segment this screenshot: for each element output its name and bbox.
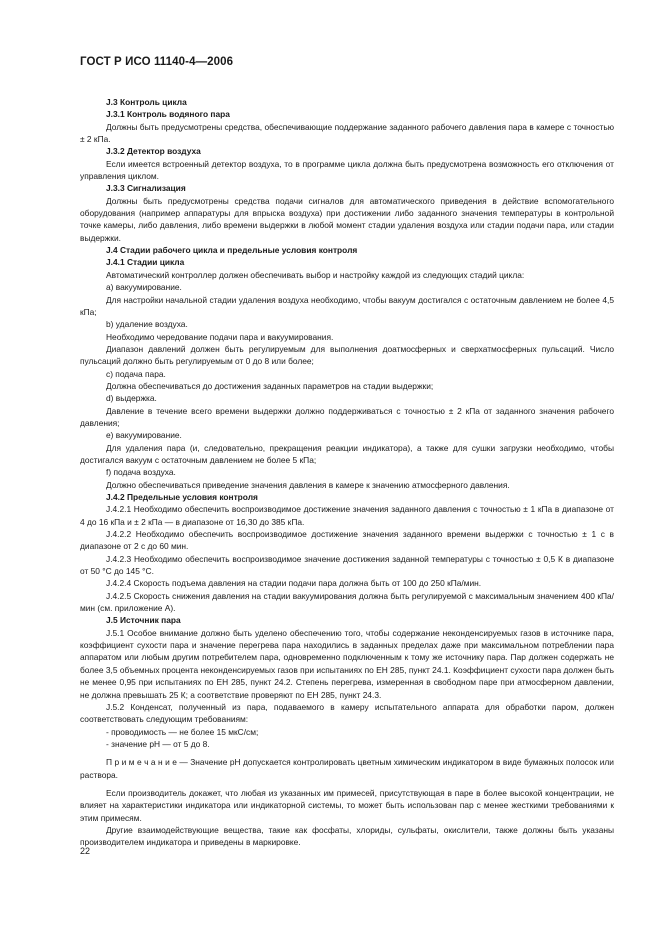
- section-heading: J.3 Контроль цикла: [106, 97, 187, 107]
- paragraph: Должно обеспечиваться приведение значения давления в камере к значению атмосферного давления.: [106, 479, 510, 490]
- list-item: f) подача воздуха.: [106, 467, 176, 478]
- paragraph: Должна обеспечиваться до достижения заданных параметров на стадии выдержки;: [106, 380, 434, 391]
- paragraph: Для удаления пара (и, следовательно, прекращения реакции индикатора), а также для сушки загрузки необходимо, чтобы достигался вакуум с остаточным давлением не более 5 кПа;: [80, 442, 614, 465]
- paragraph: J.5.2 Конденсат, полученный из пара, подаваемого в камеру испытательного аппарата для обработки паром, должен соответствовать следующим требованиям:: [80, 701, 614, 725]
- list-item: - проводимость — не более 15 мкС/см;: [106, 726, 259, 737]
- paragraph: J.4.2.1 Необходимо обеспечить воспроизводимое достижение значения заданного давления с точностью ± 1 кПа в диапазоне от 4 до 16 кПа и ± 2 кПа — в диапазоне от 16,30 до 385 кПа.: [80, 504, 614, 527]
- paragraph: J.4.2.4 Скорость подъема давления на стадии подачи пара должна быть от 100 до 250 кПа/мин.: [106, 578, 482, 589]
- list-item: a) вакуумирование.: [106, 282, 182, 293]
- note: П р и м е ч а н и е — Значение pH допускается контролировать цветным химическим индикатором в виде бумажных полосок или раствора.: [80, 757, 614, 780]
- subsection-heading: J.4.1 Стадии цикла: [106, 257, 185, 268]
- paragraph: Диапазон давлений должен быть регулируемым для выполнения доатмосферных и сверхатмосферных пульсаций. Число пульсаций должно быть регулируемым от 0 до 8 или более;: [80, 343, 614, 367]
- subsection-heading: J.3.2 Детектор воздуха: [106, 146, 201, 157]
- paragraph: Давление в течение всего времени выдержки должно поддерживаться с точностью ± 2 кПа от заданного значения рабочего давления;: [80, 405, 614, 428]
- paragraph: J.5.1 Особое внимание должно быть уделено обеспечению того, чтобы содержание неконденсируемых газов в источнике пара, коэффициент сухости пара и значение перегрева пара находились в заданных пределах даже при максимальном потреблении пара аппаратом или любым другим потребителем пара, одновременно подключенным к тому же источнику пара. Пар должен содержать не более 3,5 объемных процента неконденсируемых газов при испытаниях по ЕН 285, пункт 24.1. Коэффициент сухости пара должен быть не менее 0,95 при испытаниях по ЕН 285, пункт 24.2. Степень перегрева, измеренная в свободном паре при атмосферном давлении, не должна превышать 25 К; а соответствие проверяют по ЕН 285, пункт 24.3.: [80, 627, 614, 700]
- document-header: ГОСТ Р ИСО 11140-4—2006: [80, 56, 234, 68]
- subsection-heading: J.3.1 Контроль водяного пара: [106, 109, 230, 120]
- paragraph: J.4.2.5 Скорость снижения давления на стадии вакуумирования должна быть регулируемой с максимальным значением 400 кПа/мин (см. приложение А).: [80, 590, 614, 614]
- subsection-heading: J.3.3 Сигнализация: [106, 183, 186, 194]
- subsection-heading: J.4.2 Предельные условия контроля: [106, 492, 258, 502]
- page-number: 22: [80, 846, 91, 856]
- paragraph: Автоматический контроллер должен обеспечивать выбор и настройку каждой из следующих стадий цикла:: [106, 269, 525, 280]
- list-item: b) удаление воздуха.: [106, 319, 188, 330]
- list-item: - значение pH — от 5 до 8.: [106, 738, 210, 749]
- paragraph: J.4.2.3 Необходимо обеспечить воспроизводимое значение достижения заданной температуры с точностью ± 0,5 К в диапазоне от 50 °С до 145 °С.: [80, 553, 614, 577]
- paragraph: Если имеется встроенный детектор воздуха, то в программе цикла должна быть предусмотрена возможность его отключения от управления циклом.: [80, 158, 614, 182]
- document-body: [80, 96, 614, 849]
- paragraph: Необходимо чередование подачи пара и вакуумирования.: [106, 331, 334, 342]
- list-item: e) вакуумирование.: [106, 430, 182, 441]
- list-item: c) подача пара.: [106, 368, 166, 379]
- section-heading: J.5 Источник пара: [106, 615, 181, 626]
- paragraph: J.4.2.2 Необходимо обеспечить воспроизводимое достижение значения заданного времени выдержки с точностью ± 1 с в диапазоне от 2 с до 60 мин.: [80, 529, 614, 552]
- paragraph: Другие взаимодействующие вещества, такие как фосфаты, хлориды, сульфаты, окислители, также должны быть указаны производителем индикатора и приведены в маркировке.: [80, 824, 614, 848]
- paragraph: Для настройки начальной стадии удаления воздуха необходимо, чтобы вакуум достигался с остаточным давлением не более 4,5 кПа;: [80, 294, 614, 317]
- paragraph: Если производитель докажет, что любая из указанных им примесей, присутствующая в паре в более высокой концентрации, не влияет на характеристики индикатора или индикаторной системы, то может быть использован пар с менее жесткими требованиями к этим примесям.: [80, 787, 614, 823]
- paragraph: Должны быть предусмотрены средства, обеспечивающие поддержание заданного рабочего давления пара в камере с точностью ± 2 кПа.: [80, 121, 614, 145]
- list-item: d) выдержка.: [106, 393, 157, 404]
- section-heading: J.4 Стадии рабочего цикла и предельные условия контроля: [106, 245, 358, 256]
- paragraph: Должны быть предусмотрены средства подачи сигналов для автоматического приведения в действие вспомогательного оборудования (например аппаратуры для впрыска воздуха) при достижении либо заданного значения температуры в контрольной точке камеры, либо давления, либо времени выдержки в любой момент стадии удаления воздуха или стадии подачи пара, или стадии выдержки.: [80, 195, 614, 243]
